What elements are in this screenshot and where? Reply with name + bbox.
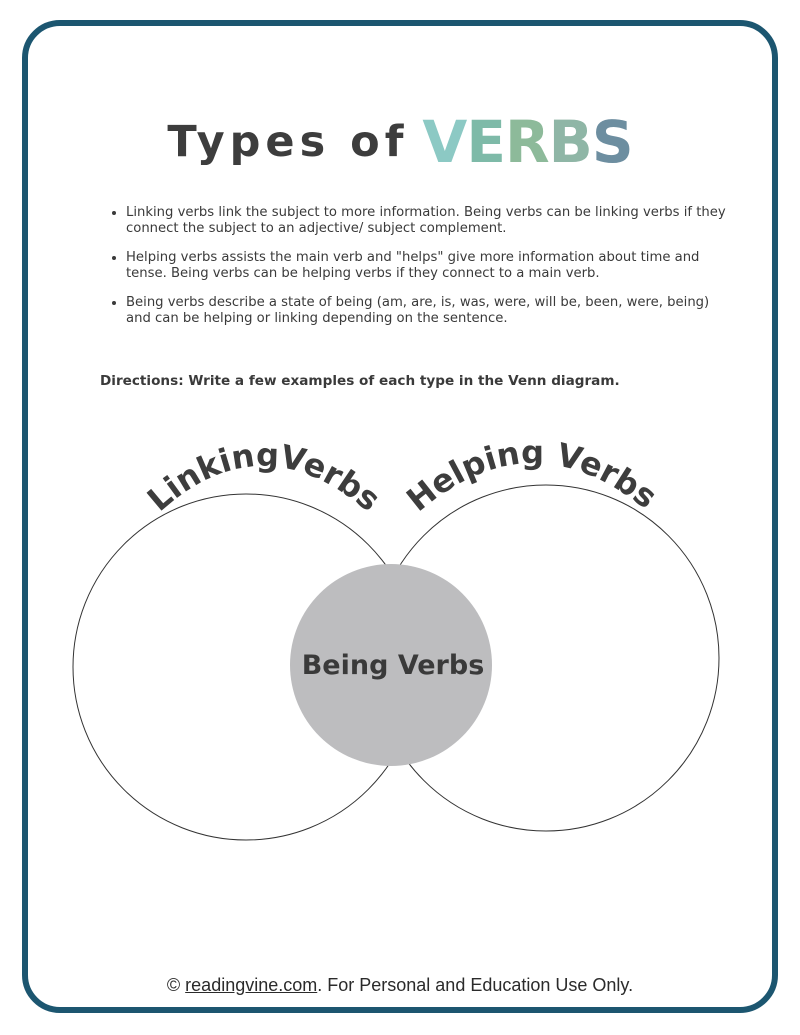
title-prefix: Types of (167, 117, 409, 167)
title-letter: E (466, 108, 505, 176)
footer-link[interactable]: readingvine.com (185, 975, 318, 995)
definition-being: • Being verbs describe a state of being (am, are, is, was, were, will be, been, were, being) and can be helping or linking depending on the sentence. (126, 295, 726, 327)
definition-linking: • Linking verbs link the subject to more information. Being verbs can be linking verbs if they connect the subject to an adjective/ subject complement. (126, 205, 726, 237)
linking-verbs-label-text: LinkingVerbs (139, 435, 388, 519)
title-letter: B (548, 108, 592, 176)
directions-text: Directions: Write a few examples of each type in the Venn diagram. (100, 373, 620, 389)
footer-copyright (0, 975, 800, 996)
title-letter: R (504, 108, 549, 176)
copyright-symbol: © (166, 975, 186, 995)
title-letter: S (591, 108, 633, 176)
footer-usage-text: . For Personal and Education Use Only. (317, 975, 634, 995)
helping-verbs-label-text: Helping Verbs (399, 433, 665, 519)
definition-helping: • Helping verbs assists the main verb and "helps" give more information about time and tense. Being verbs can be helping verbs if they connect to a main verb. (126, 250, 726, 282)
title-letter: V (422, 108, 467, 176)
being-verbs-label: Being Verbs (301, 650, 485, 681)
helping-verbs-label (399, 433, 664, 519)
